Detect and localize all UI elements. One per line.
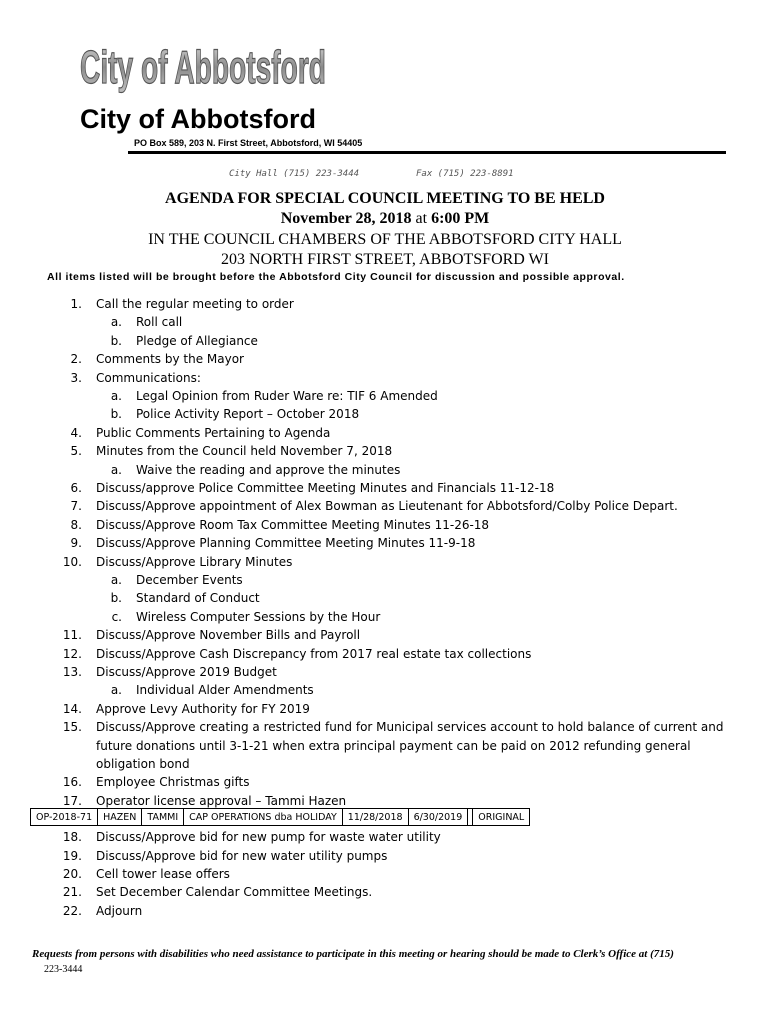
agenda-item-text: Discuss/Approve bid for new water utility pumps — [96, 848, 388, 863]
license-number: OP-2018-71 — [31, 809, 98, 826]
agenda-item-number: 14. — [62, 701, 82, 716]
agenda-item-number: 22. — [62, 903, 82, 918]
agenda-item-text: Pledge of Allegiance — [136, 333, 258, 348]
city-title: City of Abbotsford — [80, 104, 316, 134]
agenda-item-text: Discuss/Approve bid for new pump for waste water utility — [96, 830, 441, 845]
agenda-item-text: Set December Calendar Committee Meetings. — [96, 885, 373, 900]
agenda-item-text: Discuss/approve Police Committee Meeting Minutes and Financials 11-12-18 — [96, 481, 555, 495]
agenda-item-number: c. — [111, 609, 122, 624]
agenda-item-text: Roll call — [136, 315, 183, 330]
agenda-item-number: 21. — [62, 885, 82, 900]
license-issue-date: 11/28/2018 — [342, 809, 408, 826]
city-hall-phone: City Hall (715) 223-3444 — [229, 169, 360, 179]
agenda-item-number: a. — [110, 462, 122, 477]
agenda-item-number: 17. — [62, 793, 82, 808]
agenda-item-number: 19. — [62, 848, 82, 863]
accessibility-notice: Requests from persons with disabilities who need assistance to participate in this meeting or hearing should be made to Clerk’s Office at (715) — [32, 948, 674, 960]
agenda-item-number: 10. — [62, 554, 82, 569]
agenda-item-number: 12. — [62, 646, 82, 661]
agenda-item-text: future donations until 3-1-21 when extra principal payment can be paid on 2012 refunding general — [96, 738, 691, 753]
svg-text:City of Abbotsford: City of Abbotsford — [80, 41, 326, 93]
agenda-item-text: December Events — [136, 573, 243, 587]
license-employer: CAP OPERATIONS dba HOLIDAY — [184, 809, 343, 826]
agenda-item-text: Public Comments Pertaining to Agenda — [96, 425, 331, 440]
agenda-item-number: 8. — [70, 517, 82, 532]
agenda-item-text: Discuss/Approve Cash Discrepancy from 2017 real estate tax collections — [96, 646, 532, 661]
agenda-title: AGENDA FOR SPECIAL COUNCIL MEETING TO BE HELD — [165, 190, 605, 207]
agenda-item-number: a. — [110, 389, 122, 403]
agenda-item-number: 1. — [70, 297, 82, 311]
license-last-name: HAZEN — [98, 809, 142, 826]
agenda-note: All items listed will be brought before the Abbotsford City Council for discussion and possible approval. — [47, 271, 625, 283]
agenda-item-text: Approve Levy Authority for FY 2019 — [96, 701, 310, 716]
agenda-item-text: Police Activity Report – October 2018 — [136, 407, 360, 422]
agenda-item-text: Comments by the Mayor — [96, 352, 244, 367]
agenda-item-number: b. — [110, 333, 122, 348]
agenda-item-text: Individual Alder Amendments — [136, 683, 314, 698]
agenda-item-text: Call the regular meeting to order — [96, 297, 294, 311]
meeting-time: 6:00 PM — [431, 210, 490, 227]
license-expiry-date: 6/30/2019 — [408, 809, 468, 826]
agenda-item-text: Standard of Conduct — [136, 591, 260, 606]
accessibility-notice-phone: 223-3444 — [44, 964, 83, 975]
agenda-item-number: a. — [110, 315, 122, 330]
agenda-item-text: obligation bond — [96, 757, 190, 771]
agenda-item-number: a. — [110, 683, 122, 698]
license-row — [31, 809, 530, 826]
agenda-item-number: 5. — [70, 444, 82, 459]
agenda-item-text: Operator license approval – Tammi Hazen — [96, 793, 347, 808]
agenda-item-number: 11. — [62, 628, 82, 643]
agenda-item-number: b. — [110, 407, 122, 422]
agenda-item-number: 3. — [70, 370, 82, 385]
address-line: PO Box 589, 203 N. First Street, Abbotsford, WI 54405 — [134, 138, 363, 148]
agenda-item-number: 13. — [62, 665, 82, 679]
meeting-location: IN THE COUNCIL CHAMBERS OF THE ABBOTSFORD CITY HALL — [148, 231, 622, 248]
agenda-item-text: Communications: — [96, 370, 201, 385]
agenda-item-text: Adjourn — [96, 903, 143, 918]
agenda-item-number: 9. — [70, 536, 82, 551]
agenda-item-text: Discuss/Approve 2019 Budget — [96, 665, 277, 679]
agenda-item-number: 20. — [62, 867, 82, 881]
agenda-item-text: Employee Christmas gifts — [96, 775, 250, 790]
meeting-address: 203 NORTH FIRST STREET, ABBOTSFORD WI — [221, 251, 549, 268]
header-rule — [128, 151, 726, 154]
city-logo — [78, 40, 328, 93]
license-first-name: TAMMI — [142, 809, 184, 826]
agenda-item-number: 15. — [62, 720, 82, 735]
license-type: ORIGINAL — [473, 809, 530, 826]
agenda-item-text: Discuss/Approve Room Tax Committee Meeting Minutes 11-26-18 — [96, 517, 490, 532]
agenda-item-text: Discuss/Approve creating a restricted fund for Municipal services account to hold balance of current and — [96, 720, 724, 735]
meeting-datetime — [0, 210, 770, 228]
agenda-item-text: Minutes from the Council held November 7, 2018 — [96, 444, 393, 459]
agenda-item-number: 7. — [70, 499, 82, 514]
agenda-item-number: 16. — [62, 775, 82, 790]
agenda-item-number: 4. — [70, 425, 82, 440]
agenda-item-text: Discuss/Approve appointment of Alex Bowman as Lieutenant for Abbotsford/Colby Police Depart. — [96, 499, 678, 514]
meeting-at: at — [411, 210, 432, 227]
agenda-item-number: a. — [110, 573, 122, 587]
agenda-item-text: Discuss/Approve Planning Committee Meeting Minutes 11-9-18 — [96, 536, 476, 551]
agenda-item-number: 6. — [70, 481, 82, 495]
agenda-item-text: Discuss/Approve Library Minutes — [96, 554, 293, 569]
fax-number: Fax (715) 223-8891 — [416, 169, 514, 179]
license-table — [30, 808, 530, 826]
agenda-item-number: 18. — [62, 830, 82, 845]
meeting-date: November 28, 2018 — [280, 210, 412, 227]
agenda-item-text: Wireless Computer Sessions by the Hour — [136, 609, 381, 624]
agenda-item-number: b. — [110, 591, 122, 606]
agenda-item-text: Waive the reading and approve the minutes — [136, 462, 401, 477]
agenda-item-text: Cell tower lease offers — [96, 867, 230, 881]
agenda-item-number: 2. — [70, 352, 82, 367]
agenda-item-text: Discuss/Approve November Bills and Payroll — [96, 628, 361, 643]
agenda-item-text: Legal Opinion from Ruder Ware re: TIF 6 Amended — [136, 389, 438, 403]
